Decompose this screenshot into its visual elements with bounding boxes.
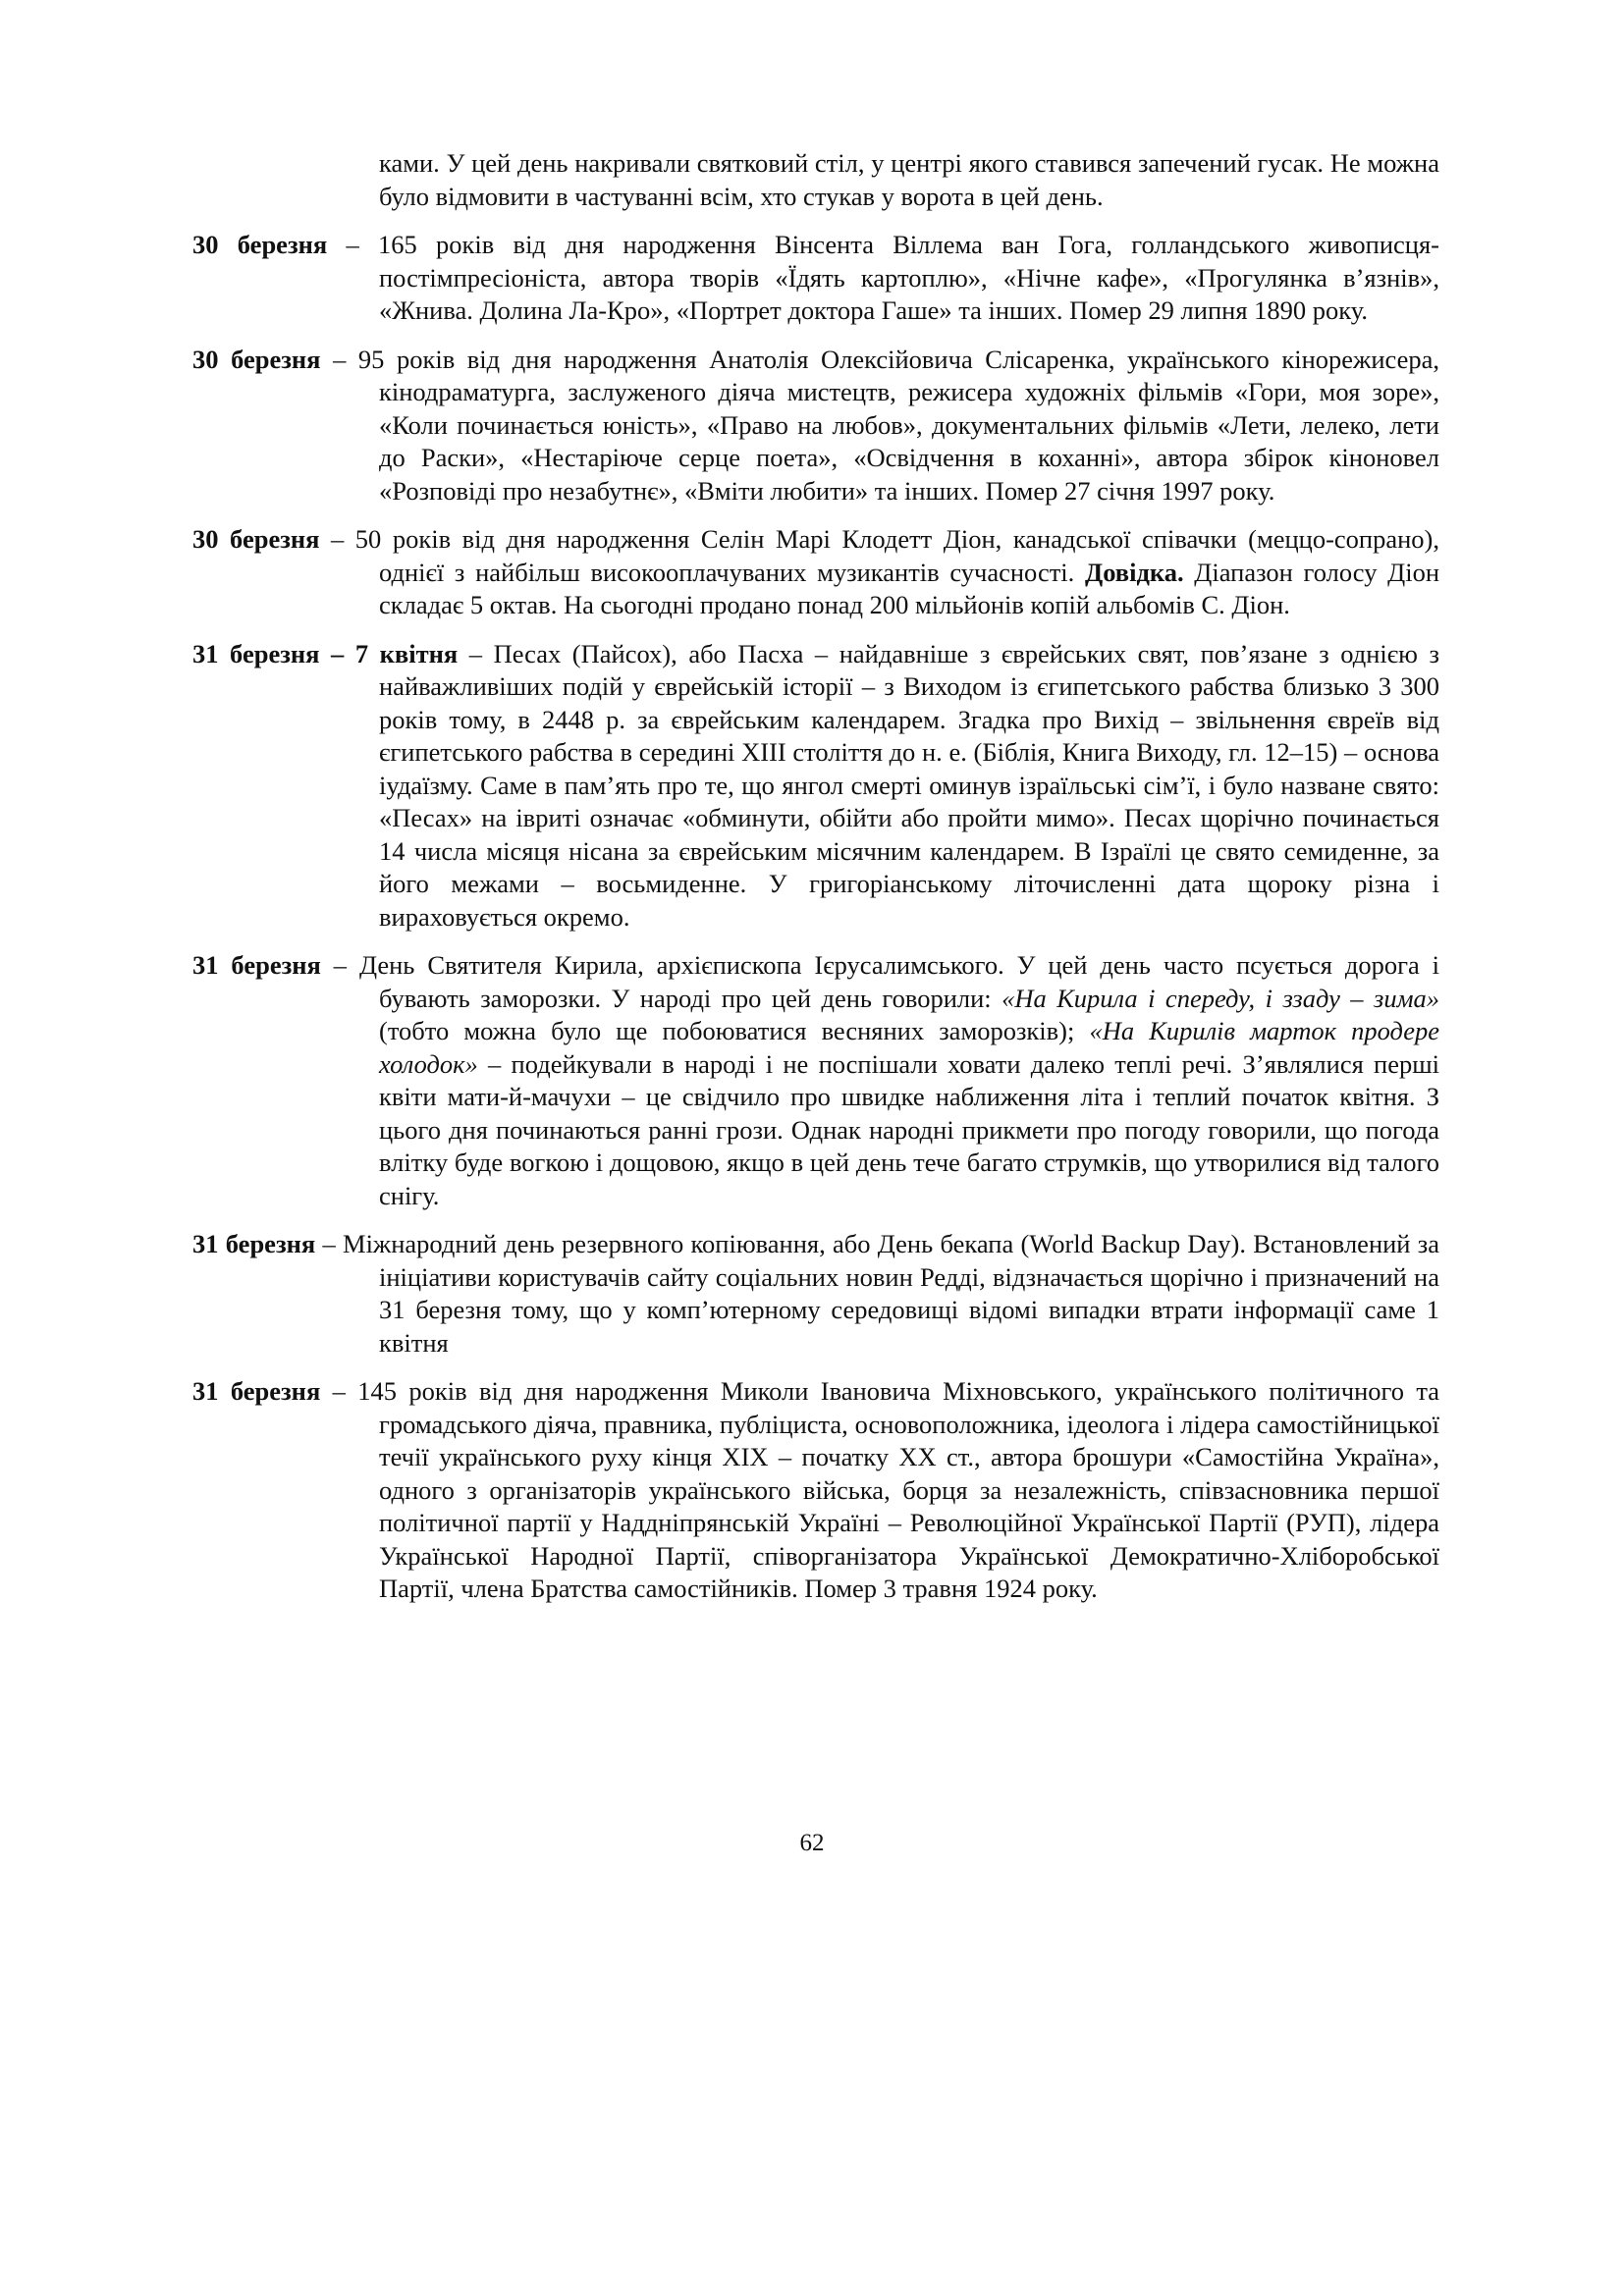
entry-text: – 50 років від дня народження Селін Марі Клодетт Діон, канадської співачки (меццо-сопрано), однієї з найбільш високооплачуваних музикантів сучасності. [319,524,1439,587]
entry-date: 31 березня [192,1376,321,1406]
entry-paragraph [192,1375,1439,1606]
page-number: 62 [799,1830,825,1856]
entry-backup-day [192,1228,1439,1360]
entry-text: – 95 років від дня народження Анатолія Олексійовича Слісаренка, українського кінорежисера, кінодраматурга, заслуженого діяча мистецтв, режисера художніх фільмів «Гори, моя зоре», «Коли починається юність», «Право на любов», документальних фільмів «Лети, лелеко, лети до Раски», «Нестаріюче серце поета», «Освідчення в коханні», автора збірок кіноновел «Розповіді про незабутнє», «Вміти любити» та інших. Помер 27 січня 1997 року. [320,344,1440,506]
entry-date: 31 березня – 7 квітня [192,638,459,668]
entry-text-mid: (тобто можна було ще побоюватися весняних заморозків); [379,1016,1090,1045]
entry-paragraph [192,229,1439,328]
entry-paragraph [192,523,1439,622]
entry-date: 30 березня [192,230,328,259]
entry-paragraph [192,949,1439,1212]
document-page [192,147,1439,1606]
entry-date: 31 березня [192,950,321,980]
proverb-quote: «На Кирилів марток продере холодок» [379,1016,1440,1079]
entry-slisarenko [192,344,1439,508]
entry-date: 31 березня [192,1229,316,1258]
entry-van-gogh [192,229,1439,328]
entry-mikhnovsky [192,1375,1439,1606]
entry-text: – Песах (Пайсох), або Пасха – найдавніше з єврейських свят, пов’язане з однією з найважливіших подій у єврейській історії – з Виходом із єгипетського рабства близько 3 300 років тому, в 2448 р. за єврейським календарем. Згадка про Вихід – звільнення євреїв від єгипетського рабства в середині XIII століття до н. е. (Біблія, Книга Виходу, гл. 12–15) – основа іудаїзму. Саме в пам’ять про те, що янгол смерті оминув ізраїльські сім’ї, і було назване свято: «Песах» на івриті означає «обминути, обійти або пройти мимо». Песах щорічно починається 14 числа місяця нісана за єврейським місячним календарем. В Ізраїлі це свято семиденне, за його межами – восьмиденне. У григоріанському літочисленні дата щороку різна і вираховується окремо. [379,638,1439,932]
entry-pesach [192,638,1439,934]
entry-paragraph [192,638,1439,934]
entry-text-after: Діапазон голосу Діон складає 5 октав. На сьогодні продано понад 200 мільйонів копій альбомів С. Діон. [379,557,1439,619]
entry-date: 30 березня [192,344,321,374]
entry-paragraph [192,1228,1439,1360]
entry-note-label: Довідка. [1084,557,1184,587]
entry-text-after: – подейкували в народі і не поспішали ховати далеко теплі речі. З’являлися перші квіти мати-й-мачухи – це свідчило про швидке наближення літа і теплий початок квітня. З цього дня починаються ранні грози. Однак народні прикмети про погоду говорили, що погода влітку буде вогкою і дощовою, якщо в цей день тече багато струмків, що утворилися від талого снігу. [379,1048,1439,1210]
entry-text: – Міжнародний день резервного копіювання, або День бекапа (World Backup Day). Встановлений за ініціативи користувачів сайту соціальних новин Редді, відзначається щорічно і призначений на 31 березня тому, що у комп’ютерному середовищі відомі випадки втрати інформації саме 1 квітня [315,1229,1439,1358]
entry-text: – 145 років від дня народження Миколи Івановича Міхновського, українського політичного та громадського діяча, правника, публіциста, основоположника, ідеолога і лідера самостійницької течії українського руху кінця XIX – початку XX ст., автора брошури «Самостійна Україна», одного з організаторів українського війська, борця за незалежність, співзасновника першої політичної партії у Наддніпрянській Україні – Революційної Української Партії (РУП), лідера Української Народної Партії, співорганізатора Української Демократично-Хліборобської Партії, члена Братства самостійників. Помер 3 травня 1924 року. [320,1376,1439,1603]
entry-text: – 165 років від дня народження Вінсента Віллема ван Гога, голландського живописця-постімпресіоніста, автора творів «Їдять картоплю», «Нічне кафе», «Прогулянка в’язнів», «Жнива. Долина Ла-Кро», «Портрет доктора Гаше» та інших. Помер 29 липня 1890 року. [327,230,1439,325]
entry-date: 30 березня [192,524,320,554]
entry-paragraph [192,344,1439,508]
entry-celine-dion [192,523,1439,622]
proverb-quote: «На Кирила і спереду, і ззаду – зима» [1001,983,1439,1013]
entry-st-cyril [192,949,1439,1212]
entry-text: – День Святителя Кирила, архієпископа Ієрусалимського. У цей день часто псується дорога і бувають заморозки. У народі про цей день говорили: [320,950,1439,1013]
continuation-paragraph: ками. У цей день накривали святковий стіл, у центрі якого ставився запечений гусак. Не можна було відмовити в частуванні всім, хто стукав у ворота в цей день. [379,148,1439,211]
